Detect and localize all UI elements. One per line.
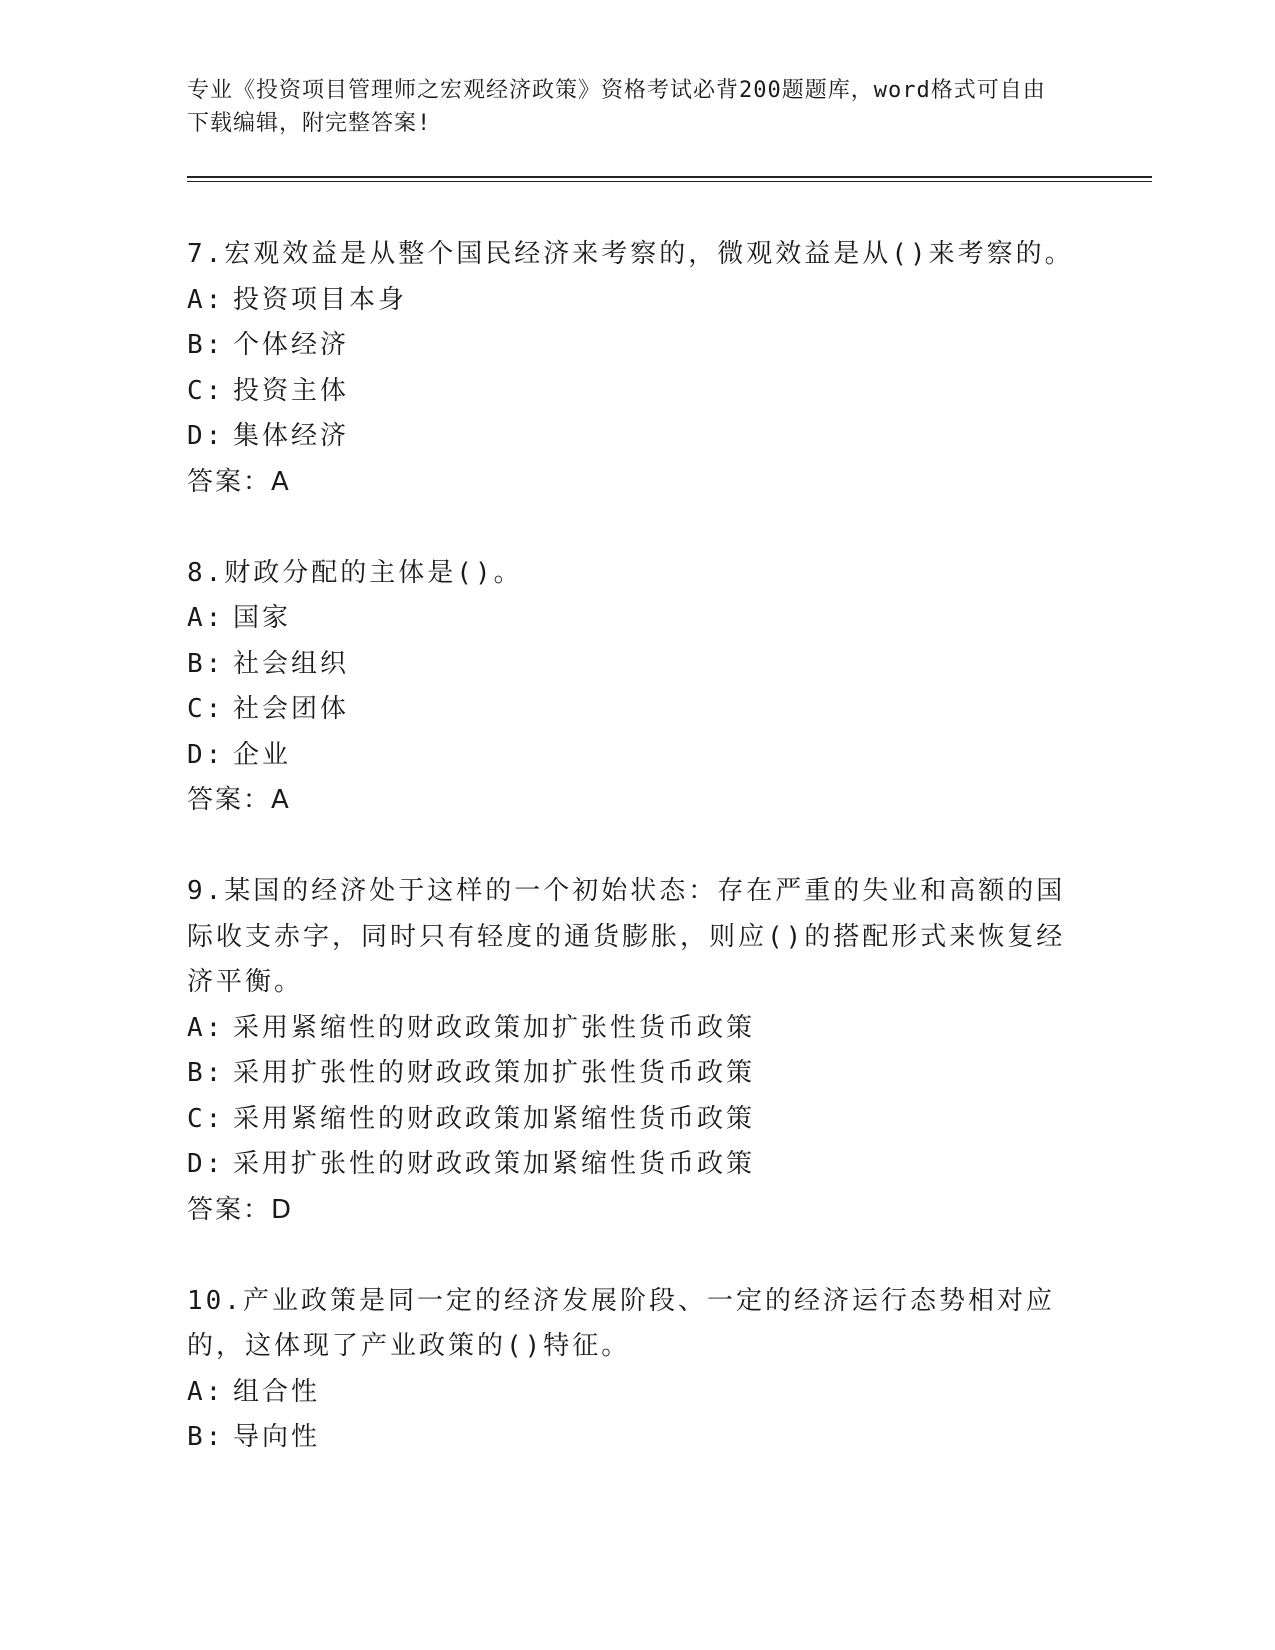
option-text: 投资主体 <box>233 375 350 406</box>
option-c <box>187 1097 1087 1143</box>
option-label: A: <box>187 603 225 633</box>
answer-line: 答案：A <box>187 785 291 815</box>
option-d <box>187 1142 1087 1188</box>
option-label: C: <box>187 375 225 406</box>
option-label: B: <box>187 1422 225 1452</box>
option-text: 导向性 <box>233 1422 321 1452</box>
option-label: C: <box>187 1103 225 1134</box>
header-divider-thin <box>187 181 1152 182</box>
option-d <box>187 733 1087 779</box>
question-stem: 10.产业政策是同一定的经济发展阶段、一定的经济运行态势相对应的，这体现了产业政策的()特征。 <box>187 1285 1055 1361</box>
option-label: D: <box>187 1149 225 1179</box>
answer-line: 答案：D <box>187 1194 294 1225</box>
option-label: B: <box>187 648 225 679</box>
question-stem: 8.财政分配的主体是()。 <box>187 557 523 588</box>
option-label: A: <box>187 1012 225 1043</box>
option-text: 采用扩张性的财政政策加扩张性货币政策 <box>233 1058 756 1088</box>
option-label: D: <box>187 421 225 451</box>
option-label: B: <box>187 1058 225 1088</box>
option-b <box>187 642 1087 688</box>
option-text: 企业 <box>233 739 292 770</box>
option-b <box>187 1415 1087 1461</box>
question-7 <box>187 232 1087 505</box>
question-list <box>187 232 1087 1506</box>
option-label: B: <box>187 330 225 360</box>
document-intro: 专业《投资项目管理师之宏观经济政策》资格考试必背200题题库，word格式可自由下载编辑，附完整答案! <box>187 78 1046 136</box>
option-b <box>187 1051 1087 1097</box>
option-a <box>187 1370 1087 1416</box>
option-a <box>187 278 1087 324</box>
option-text: 国家 <box>233 603 292 633</box>
question-10 <box>187 1279 1087 1461</box>
option-text: 投资项目本身 <box>233 284 408 315</box>
option-text: 社会组织 <box>233 648 350 679</box>
question-8 <box>187 551 1087 824</box>
answer-line: 答案：A <box>187 466 291 497</box>
question-9 <box>187 869 1087 1233</box>
option-label: A: <box>187 284 225 315</box>
option-label: A: <box>187 1376 225 1407</box>
option-text: 采用紧缩性的财政政策加紧缩性货币政策 <box>233 1103 756 1134</box>
option-d <box>187 414 1087 460</box>
option-label: D: <box>187 739 225 770</box>
option-text: 集体经济 <box>233 421 350 451</box>
option-label: C: <box>187 694 225 724</box>
option-a <box>187 1006 1087 1052</box>
option-c <box>187 369 1087 415</box>
option-text: 社会团体 <box>233 694 350 724</box>
question-stem: 7.宏观效益是从整个国民经济来考察的，微观效益是从()来考察的。 <box>187 239 1074 269</box>
option-text: 采用扩张性的财政政策加紧缩性货币政策 <box>233 1149 756 1179</box>
option-a <box>187 596 1087 642</box>
header-divider-thick <box>187 176 1152 178</box>
option-text: 采用紧缩性的财政政策加扩张性货币政策 <box>233 1012 756 1043</box>
option-b <box>187 323 1087 369</box>
option-c <box>187 687 1087 733</box>
option-text: 组合性 <box>233 1376 321 1407</box>
question-stem: 9.某国的经济处于这样的一个初始状态：存在严重的失业和高额的国际收支赤字，同时只有轻度的通货膨胀，则应()的搭配形式来恢复经济平衡。 <box>187 876 1066 997</box>
option-text: 个体经济 <box>233 330 350 360</box>
